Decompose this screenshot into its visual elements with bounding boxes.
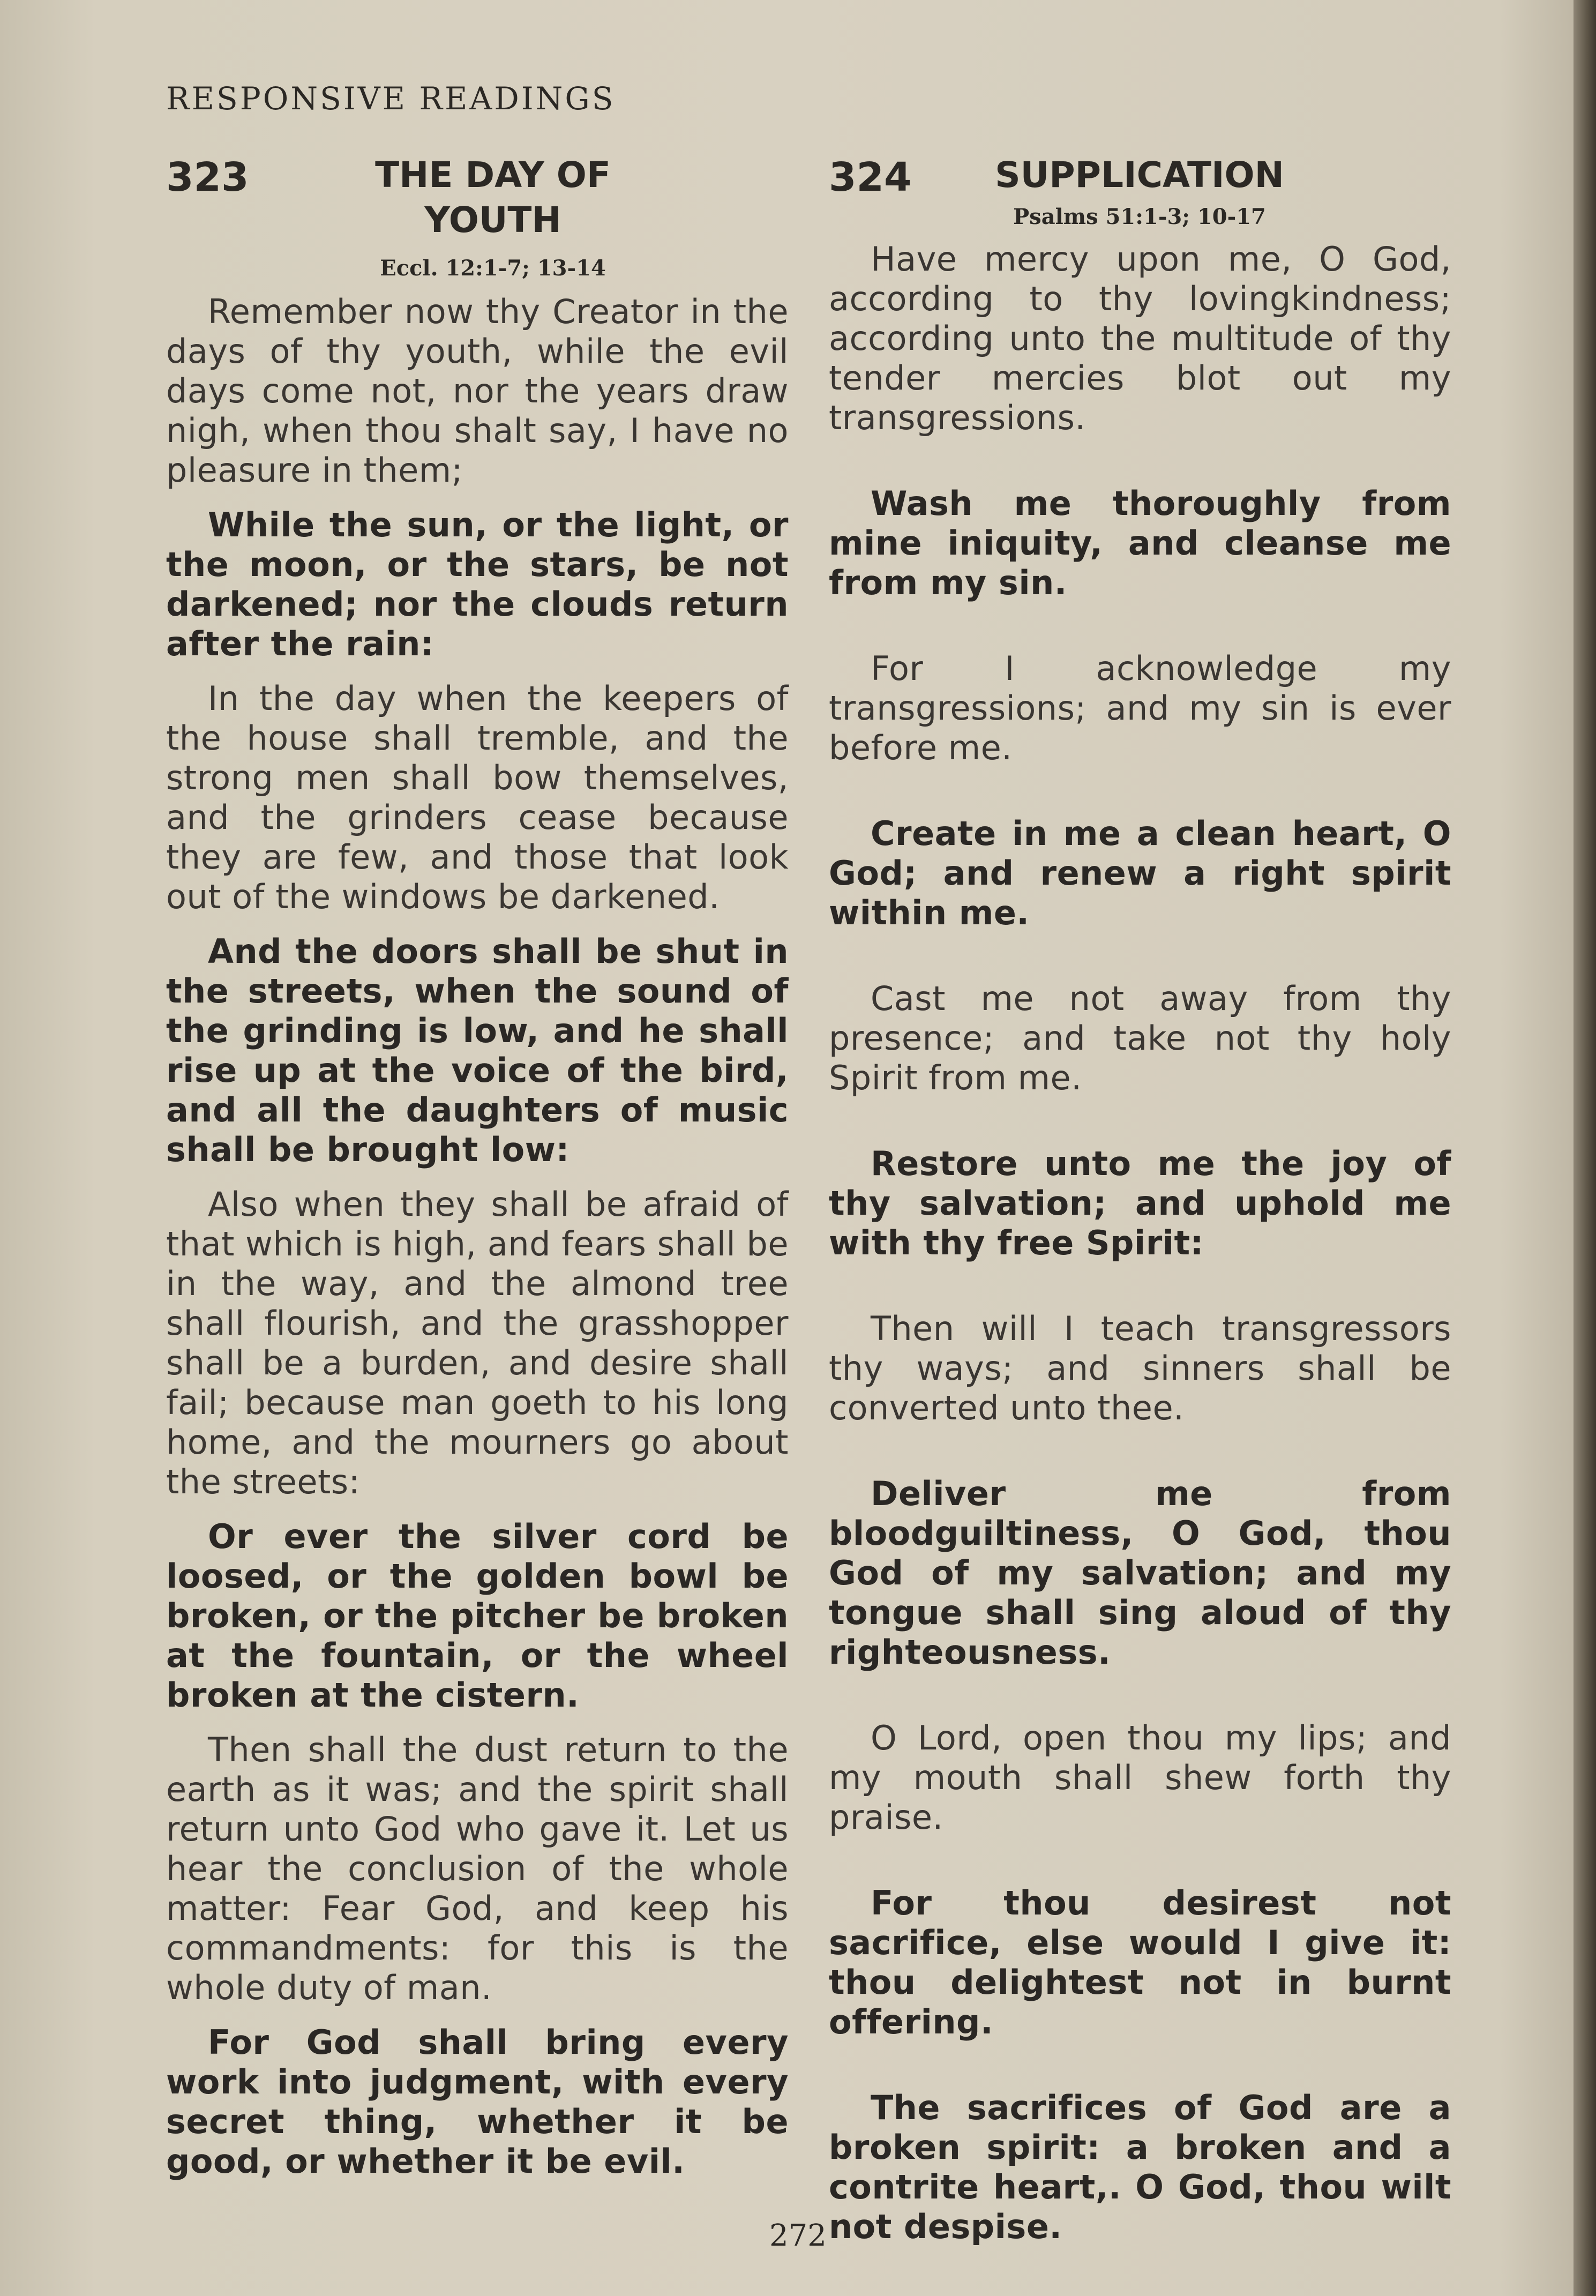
reading-324 [829, 153, 1451, 2293]
page-number: 272 [769, 2218, 827, 2253]
verse-leader: In the day when the keepers of the house shall tremble, and the strong men shall bow themselves, and the grinders cease because they are few, and those that look out of the windows be darkened. [166, 679, 789, 916]
verse-response: For God shall bring every work into judgment, with every secret thing, whether it be good, or whether it be evil. [166, 2023, 789, 2181]
verse-response: Restore unto me the joy of thy salvation; and uphold me with thy free Spirit: [829, 1144, 1451, 1262]
verse-response: Or ever the silver cord be loosed, or the golden bowl be broken, or the pitcher be broken at the fountain, or the wheel broken at the cistern. [166, 1517, 789, 1715]
verse-leader: Have mercy upon me, O God, according to thy lovingkindness; according unto the multitude of thy tender mercies blot out my transgressions. [829, 240, 1451, 437]
verse-response: The sacrifices of God are a broken spirit: a broken and a contrite heart,. O God, thou wilt not despise. [829, 2088, 1451, 2246]
reading-number: 323 [166, 154, 249, 200]
verse-leader: Then shall the dust return to the earth as it was; and the spirit shall return unto God who gave it. Let us hear the conclusion of the whole matter: Fear God, and keep his commandments: for this is the whole duty of man. [166, 1730, 789, 2007]
verse-response: For thou desirest not sacrifice, else would I give it: thou delightest not in burnt offering. [829, 1883, 1451, 2041]
reading-heading [829, 153, 1451, 202]
verse-leader: Then will I teach transgressors thy ways; and sinners shall be converted unto thee. [829, 1309, 1451, 1427]
verse-leader: For I acknowledge my transgressions; and my sin is ever before me. [829, 649, 1451, 767]
scripture-reference: Psalms 51:1-3; 10-17 [1013, 204, 1266, 229]
verse-leader: Cast me not away from thy presence; and take not thy holy Spirit from me. [829, 979, 1451, 1097]
verse-leader: Also when they shall be afraid of that which is high, and fears shall be in the way, and the almond tree shall flourish, and the grasshopper shall be a burden, and desire shall fail; because man goeth to his long home, and the mourners go about the streets: [166, 1185, 789, 1501]
verse-response: Deliver me from bloodguiltiness, O God, thou God of my salvation; and my tongue shall sing aloud of thy righteousness. [829, 1474, 1451, 1672]
reading-title: SUPPLICATION [995, 154, 1284, 196]
verse-response: Create in me a clean heart, O God; and renew a right spirit within me. [829, 814, 1451, 932]
verse-response: While the sun, or the light, or the moon, or the stars, be not darkened; nor the clouds return after the rain: [166, 505, 789, 663]
running-header: RESPONSIVE READINGS [166, 80, 616, 117]
verse-response: Wash me thoroughly from mine iniquity, and cleanse me from my sin. [829, 484, 1451, 602]
reading-323 [166, 153, 789, 2196]
reading-heading [166, 153, 789, 241]
scripture-reference: Eccl. 12:1-7; 13-14 [380, 256, 606, 281]
verse-response: And the doors shall be shut in the streets, when the sound of the grinding is low, and he shall rise up at the voice of the bird, and all the daughters of music shall be brought low: [166, 932, 789, 1169]
book-spine-shadow [1573, 0, 1596, 2296]
reading-number: 324 [829, 154, 912, 200]
verse-leader: Remember now thy Creator in the days of thy youth, while the evil days come not, nor the years draw nigh, when thou shalt say, I have no pleasure in them; [166, 292, 789, 490]
reading-title: THE DAY OF YOUTH [375, 154, 611, 241]
verse-leader: O Lord, open thou my lips; and my mouth shall shew forth thy praise. [829, 1718, 1451, 1837]
